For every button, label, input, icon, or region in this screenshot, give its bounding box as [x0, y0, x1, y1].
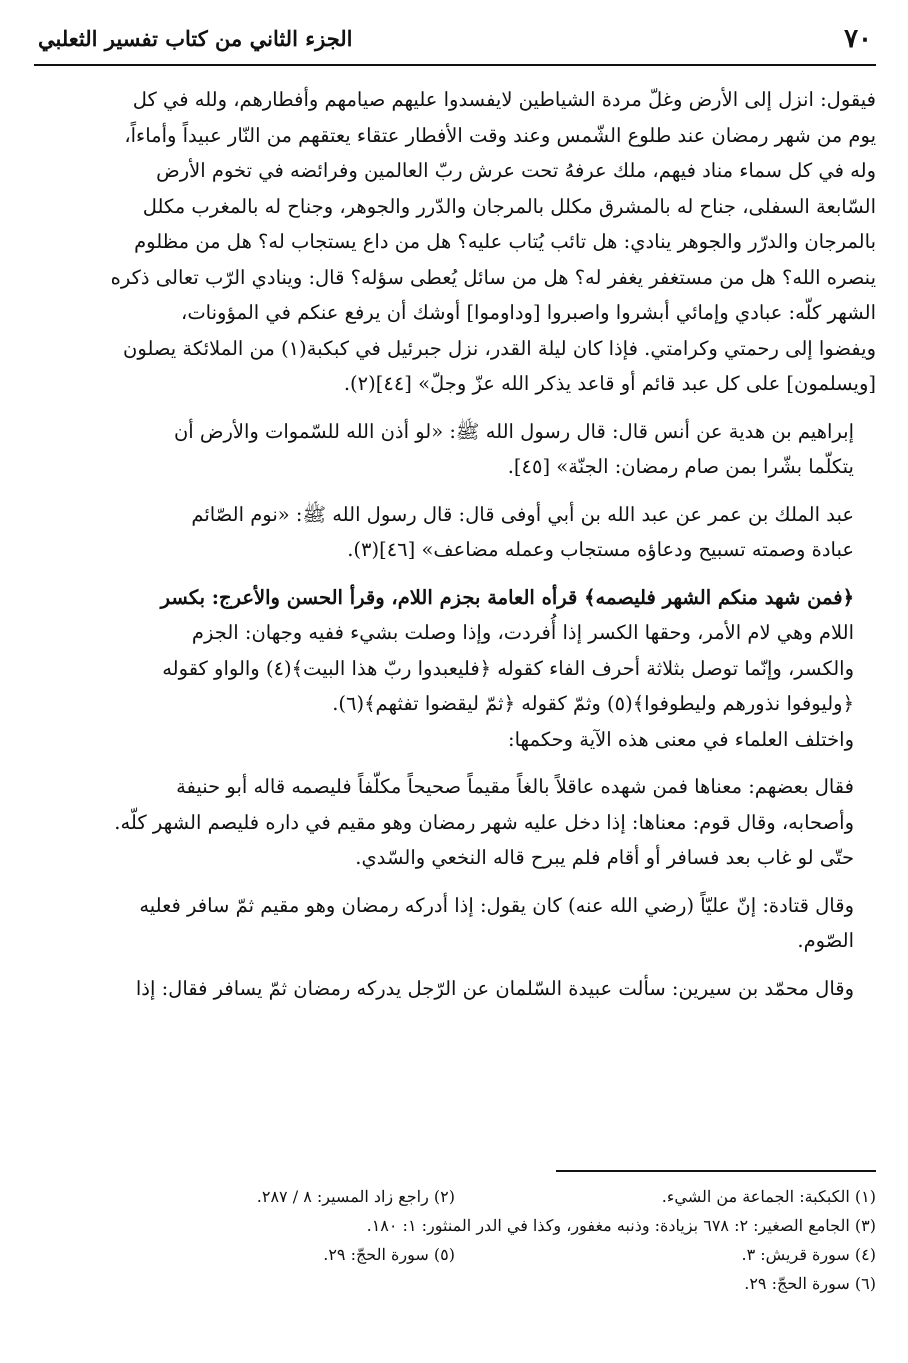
footnote-1: (١) الكبكبة: الجماعة من الشيء.	[661, 1187, 876, 1206]
text-line: وقال قتادة: إنّ عليّاً (رضي الله عنه) كان يقول: إذا أدركه رمضان وهو مقيم ثمّ سافر فعليه	[139, 893, 854, 917]
header-rule	[34, 64, 876, 66]
paragraph-qatada	[34, 888, 876, 959]
paragraph-ibn-sirin	[34, 971, 876, 1007]
text-line: السّابعة السفلى، جناح له بالمشرق مكلل بالمرجان والدّرر والجوهر، وجناح له بالمغرب مكلل	[142, 194, 876, 218]
paragraph-verse-commentary	[34, 580, 876, 722]
text-line: وقال محمّد بن سيرين: سألت عبيدة السّلمان عن الرّجل يدركه رمضان ثمّ يسافر فقال: إذا	[135, 976, 854, 1000]
paragraph-hadith-descent	[34, 82, 876, 402]
text-line: وأصحابه، وقال قوم: معناها: إذا دخل عليه شهر رمضان وهو مقيم في داره فليصم الشهر كلّه.	[114, 810, 854, 834]
main-text	[34, 82, 876, 1006]
text-line: ﴿وليوفوا نذورهم وليطوفوا﴾(٥) وثمّ كقوله ﴿ثمّ ليقضوا تفثهم﴾(٦).	[332, 692, 854, 715]
text-line: إبراهيم بن هدية عن أنس قال: قال رسول الله ﷺ: «لو أذن الله للسّموات والأرض أن	[173, 419, 854, 443]
text-line: وله في كل سماء مناد فيهم، ملك عرفهُ تحت عرش ربّ العالمين وفرائضه في تخوم الأرض	[156, 159, 876, 182]
paragraph-hadith-ibn-abi-awfa	[34, 497, 876, 568]
running-title: الجزء الثاني من كتاب تفسير الثعلبي	[38, 26, 353, 51]
text-line: ﴿فمن شهد منكم الشهر فليصمه﴾ قرأه العامة بجزم اللام، وقرأ الحسن والأعرج: بكسر	[160, 585, 854, 609]
text-line: اللام وهي لام الأمر، وحقها الكسر إذا أُفردت، وإذا وصلت بشيء ففيه وجهان: الجزم	[191, 621, 854, 644]
footnote-6: (٦) سورة الحجّ: ٢٩.	[744, 1274, 876, 1293]
footnotes	[34, 1182, 876, 1298]
text-line: عبد الملك بن عمر عن عبد الله بن أبي أوفى قال: قال رسول الله ﷺ: «نوم الصّائم	[191, 502, 854, 526]
text-line: ويفضوا إلى رحمتي وكرامتي. فإذا كان ليلة القدر، نزل جبرئيل في كبكبة(١) من الملائكة يصلون	[123, 336, 876, 360]
text-line: واختلف العلماء في معنى هذه الآية وحكمها:	[508, 727, 854, 751]
text-line: حتّى لو غاب بعد فسافر أو أقام فلم يبرح قاله النخعي والسّدي.	[355, 846, 854, 869]
text-line: ينصره الله؟ هل من مستغفر يغفر له؟ هل من سائل يُعطى سؤله؟ قال: وينادي الرّب تعالى ذكره	[110, 265, 876, 289]
paragraph-hadith-anas	[34, 414, 876, 485]
text-line: فيقول: انزل إلى الأرض وغلّ مردة الشياطين لايفسدوا عليهم صيامهم وأفطارهم، ولله في كل	[132, 88, 876, 111]
footnote-4: (٤) سورة قريش: ٣.	[741, 1245, 876, 1264]
footnote-5: (٥) سورة الحجّ: ٢٩.	[323, 1245, 455, 1264]
text-line: عبادة وصمته تسبيح ودعاؤه مستجاب وعمله مضاعف» [٤٦](٣).	[347, 538, 854, 561]
text-line: بالمرجان والدرّر والجوهر ينادي: هل تائب يُتاب عليه؟ هل من داع يستجاب له؟ هل من مظلوم	[134, 230, 876, 253]
paragraph-scholars-differ	[34, 722, 876, 758]
text-line: يوم من شهر رمضان عند طلوع الشّمس وعند وقت الأفطار عتقاء يعتقهم من النّار عبيداً وأماءاً،	[124, 123, 876, 147]
text-line: يتكلّما بشّرا بمن صام رمضان: الجنّة» [٤٥].	[507, 455, 854, 478]
paragraph-some-said	[34, 769, 876, 876]
footnote-rule	[556, 1170, 876, 1172]
text-line: فقال بعضهم: معناها فمن شهده عاقلاً بالغاً مقيماً صحيحاً مكلّفاً فليصمه قاله أبو حنيفة	[176, 775, 854, 798]
text-line: [ويسلمون] على كل عبد قائم أو قاعد يذكر الله عزّ وجلّ» [٤٤](٢).	[343, 372, 876, 395]
footnote-3: (٣) الجامع الصغير: ٢: ٦٧٨ بزيادة: وذنبه مغفور، وكذا في الدر المنثور: ١: ١٨٠.	[366, 1216, 876, 1235]
text-line: الصّوم.	[797, 929, 854, 952]
running-header	[34, 22, 876, 62]
text-line: الشهر كلّه: عبادي وإمائي أبشروا واصبروا [وداوموا] أوشك أن يرفع عنكم في المؤونات،	[181, 301, 876, 324]
footnote-2: (٢) راجع زاد المسير: ٨ / ٢٨٧.	[256, 1187, 455, 1206]
page-number: ٧٠	[844, 24, 872, 54]
text-line: والكسر، وإنّما توصل بثلاثة أحرف الفاء كقوله ﴿فليعبدوا ربّ هذا البيت﴾(٤) والواو كقوله	[162, 656, 854, 680]
book-page	[34, 22, 876, 1342]
